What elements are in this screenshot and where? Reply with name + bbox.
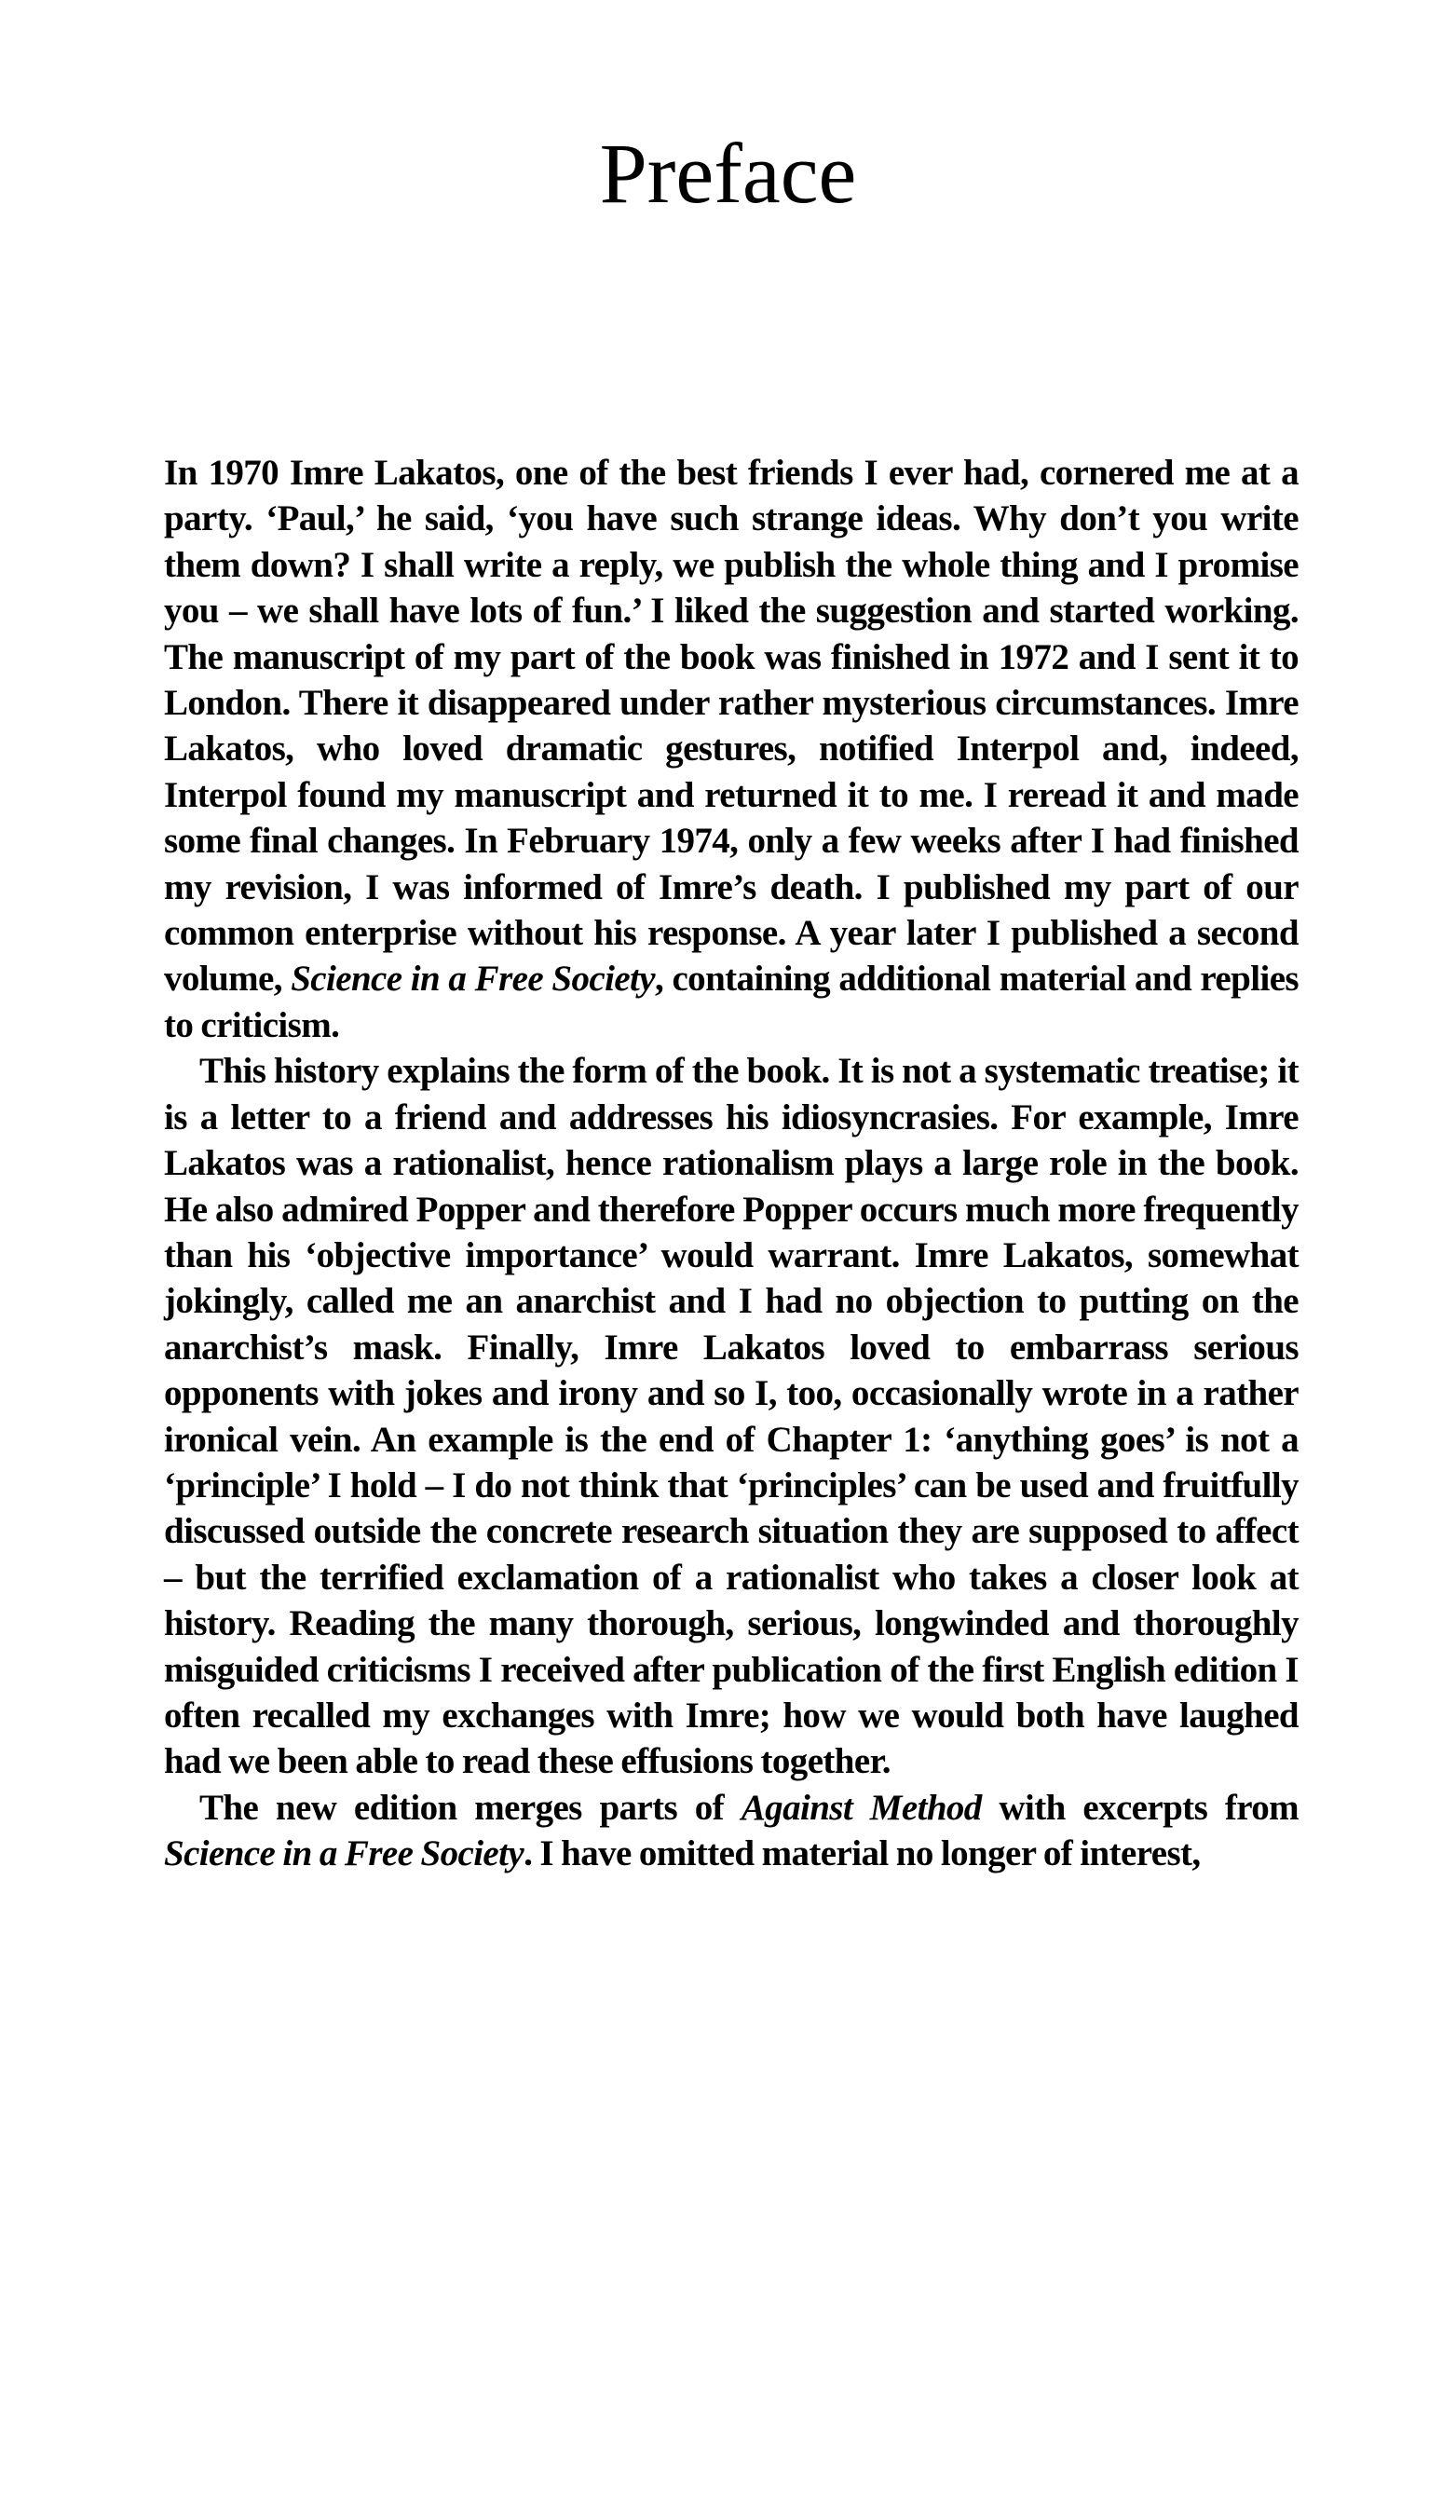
book-title: Against Method (741, 1787, 982, 1828)
book-title: Science in a Free Society (164, 1833, 524, 1874)
book-title: Science in a Free Society (291, 959, 655, 1000)
page-title: Preface (599, 126, 857, 221)
paragraph-3 (164, 1785, 1299, 1877)
paragraph-text: . I have omitted material no longer of interest, (524, 1833, 1201, 1874)
paragraph-text: This history explains the form of the book. It is not a systematic treatise; it is a letter to a friend and addresses his idiosyncrasies. For example, Imre Lakatos was a rationalist, hence rationalism plays a large role in the book. He also admired Popper and therefore Popper occurs much more frequently than his ‘objective importance’ would warrant. Imre Lakatos, somewhat jokingly, called me an anarchist and I had no objection to putting on the anarchist’s mask. Finally, Imre Lakatos loved to embarrass serious opponents with jokes and irony and so I, too, occasionally wrote in a rather ironical vein. An example is the end of Chapter 1: ‘anything goes’ is not a ‘principle’ I hold – I do not think that ‘principles’ can be used and fruitfully discussed outside the concrete research situation they are supposed to affect – but the terrified exclamation of a rationalist who takes a closer look at history. Reading the many thorough, serious, longwinded and thoroughly misguided criticisms I received after publication of the first English edition I often recalled my exchanges with Imre; how we would both have laughed had we been able to read these effusions together. (164, 1051, 1299, 1782)
paragraph-text: In 1970 Imre Lakatos, one of the best friends I ever had, cornered me at a party. ‘Paul,’ he said, ‘you have such strange ideas. Why don’t you write them down? I shall write a reply, we publish the whole thing and I promise you – we shall have lots of fun.’ I liked the suggestion and started working. The manuscript of my part of the book was finished in 1972 and I sent it to London. There it disappeared under rather mysterious circumstances. Imre Lakatos, who loved dramatic gestures, notified Interpol and, indeed, Interpol found my manuscript and returned it to me. I reread it and made some final changes. In February 1974, only a few weeks after I had finished my revision, I was informed of Imre’s death. I published my part of our common enterprise without his response. A year later I published a second volume, (164, 453, 1299, 1000)
paragraph-text: , containing additional material and replies to criticism. (164, 959, 1299, 1045)
paragraph-2 (164, 1048, 1299, 1785)
preface-body (164, 450, 1299, 1877)
paragraph-text: The new edition merges parts of (199, 1787, 742, 1828)
paragraph-1 (164, 450, 1299, 1048)
paragraph-text: with excerpts from (981, 1787, 1300, 1828)
